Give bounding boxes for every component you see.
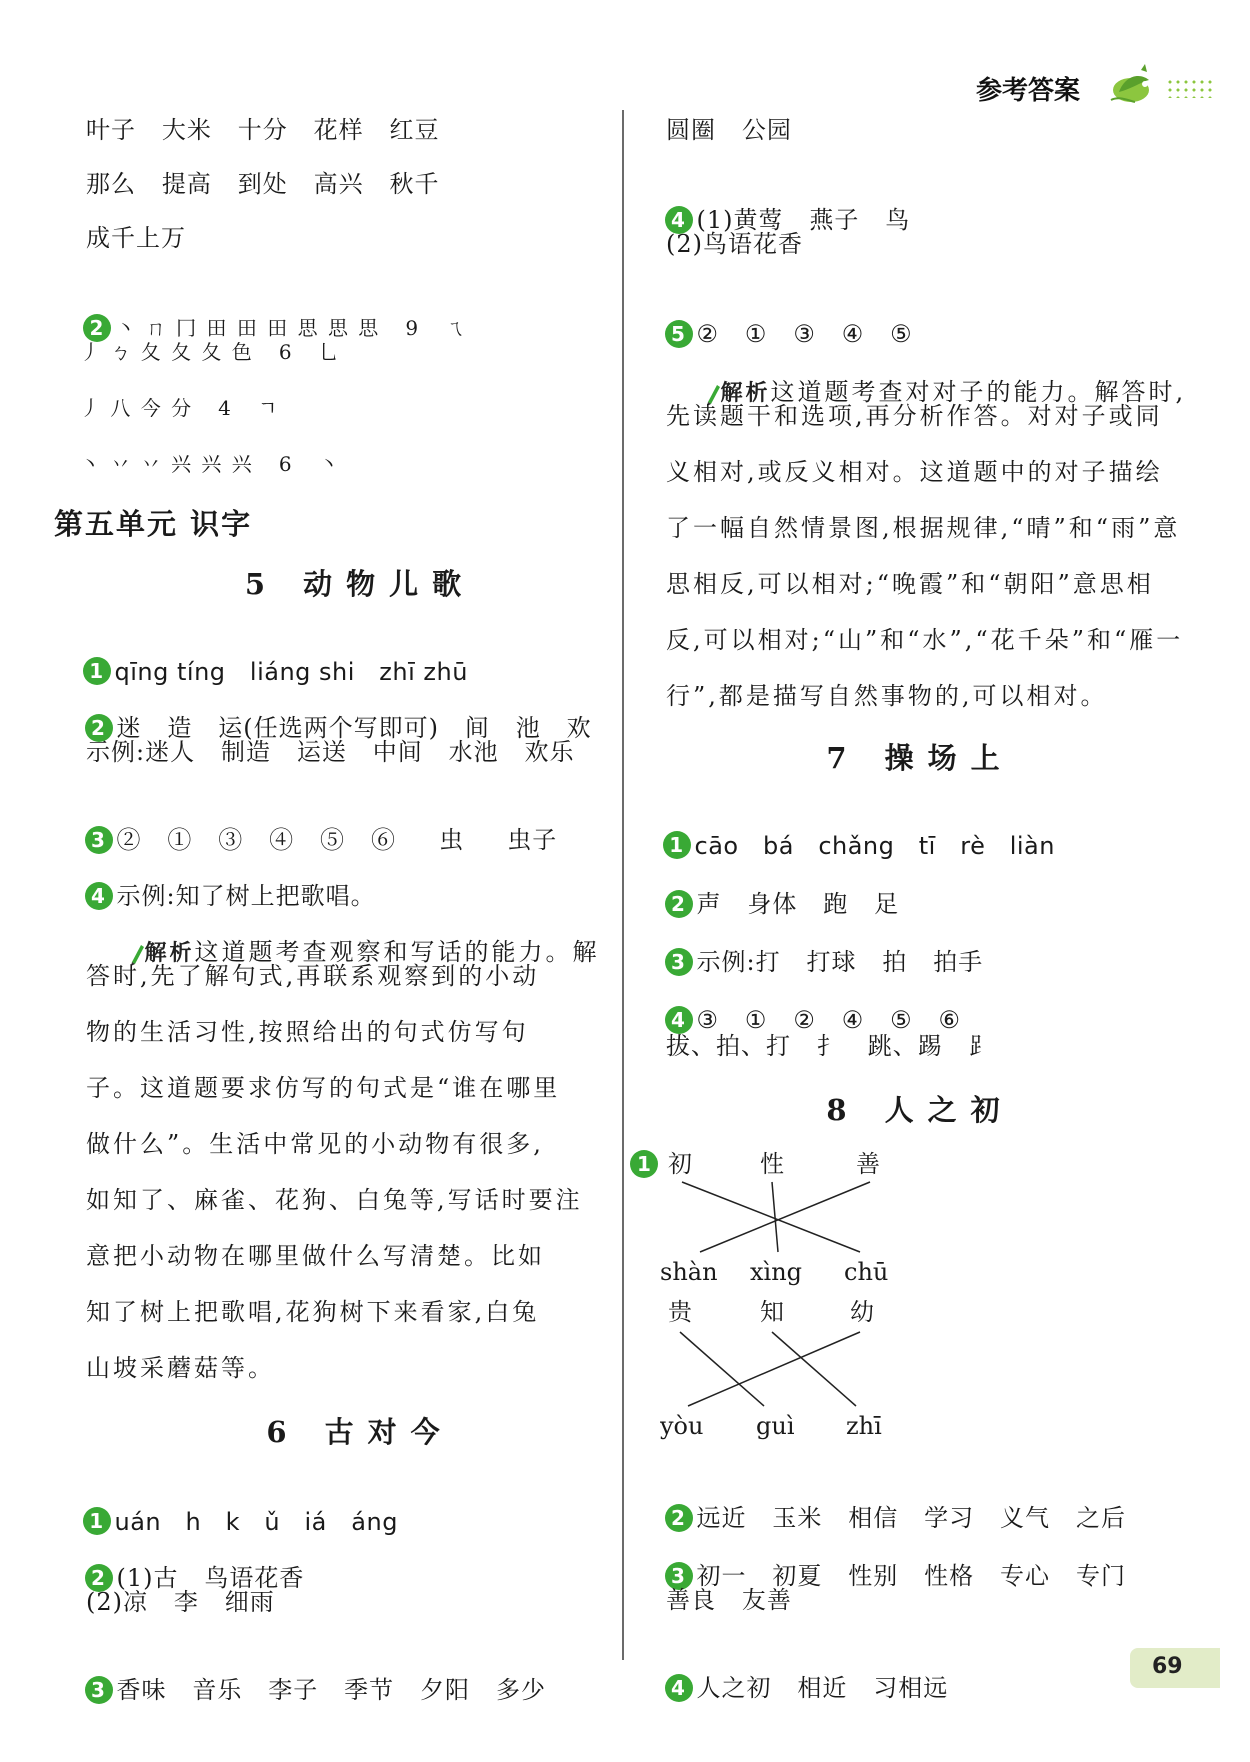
question-3 bbox=[50, 1642, 546, 1738]
lesson-number: 8 bbox=[826, 1093, 861, 1127]
answer-text: (2)鸟语花香 bbox=[666, 230, 803, 258]
analysis-line: 思相反,可以相对;“晚霞”和“朝阳”意思相 bbox=[666, 570, 1154, 598]
question-number-badge: 2 bbox=[83, 314, 111, 342]
analysis-tag: 解析 bbox=[144, 941, 195, 966]
match-top-1: 贵 bbox=[668, 1298, 692, 1326]
match-top-2: 知 bbox=[760, 1298, 784, 1326]
match-bottom-2: guì bbox=[756, 1412, 795, 1440]
lesson-title bbox=[770, 736, 1070, 777]
column-divider bbox=[622, 110, 624, 1660]
match-bottom-1: yòu bbox=[660, 1412, 704, 1440]
analysis-line: 行”,都是描写自然事物的,可以相对。 bbox=[666, 682, 1108, 710]
question-number-badge: 1 bbox=[630, 1150, 658, 1178]
analysis-line: 解析这道题考查对对子的能力。解答时, bbox=[662, 344, 1186, 442]
answer-text: 初一 初夏 性别 性格 专心 专门 bbox=[696, 1562, 1126, 1590]
analysis-line: 反,可以相对;“山”和“水”,“花千朵”和“雁一 bbox=[666, 626, 1184, 654]
analysis-line: 答时,先了解句式,再联系观察到的小动 bbox=[86, 962, 540, 990]
answer-line: 那么 提高 到处 高兴 秋千 bbox=[86, 170, 440, 198]
lesson-number: 5 bbox=[244, 567, 280, 601]
stroke-order-line: 丶 丷 丷 兴 兴 兴 6 丶 bbox=[80, 452, 341, 476]
leaf-sprout-icon bbox=[1105, 62, 1159, 110]
answer-text: (1)古 鸟语花香 bbox=[116, 1564, 305, 1592]
page-number-tab bbox=[1130, 1648, 1220, 1688]
answer-text: 远近 玉米 相信 学习 义气 之后 bbox=[696, 1504, 1126, 1532]
question-number-badge: 1 bbox=[83, 657, 111, 685]
answer-line: 圆圈 公园 bbox=[666, 116, 792, 144]
analysis-line: 物的生活习性,按照给出的句式仿写句 bbox=[86, 1018, 529, 1046]
analysis-line: 做什么”。生活中常见的小动物有很多, bbox=[86, 1130, 544, 1158]
match-line bbox=[688, 1332, 860, 1406]
answer-line: 成千上万 bbox=[86, 224, 186, 252]
lesson-name: 人之初 bbox=[884, 1093, 1014, 1127]
decorative-dots bbox=[1166, 78, 1212, 98]
answer-text: 声 身体 跑 足 bbox=[696, 890, 900, 918]
question-number-badge: 3 bbox=[85, 826, 113, 854]
question-number-badge: 2 bbox=[665, 1504, 693, 1532]
answer-text: ③ ① ② ④ ⑤ ⑥ bbox=[696, 1006, 962, 1034]
lesson-title bbox=[210, 562, 510, 603]
question-number-badge: 3 bbox=[665, 948, 693, 976]
analysis-line: 如知了、麻雀、花狗、白兔等,写话时要注 bbox=[86, 1186, 583, 1214]
match-bottom-3: chū bbox=[844, 1258, 889, 1286]
matching-diagram-2 bbox=[660, 1296, 900, 1446]
answer-text: 迷 造 运(任选两个写即可) 间 池 欢 bbox=[116, 714, 592, 742]
question-4 bbox=[630, 1640, 948, 1736]
answer-text: 拔、拍、打 扌 跳、踢 ⻊ bbox=[666, 1032, 994, 1060]
answer-text: 香味 音乐 李子 季节 夕阳 多少 bbox=[116, 1676, 546, 1704]
analysis-line: 知了树上把歌唱,花狗树下来看家,白兔 bbox=[86, 1298, 540, 1326]
question-number-badge: 3 bbox=[665, 1562, 693, 1590]
match-top-1: 初 bbox=[668, 1150, 692, 1178]
stroke-order-line: 丿 ㄅ 夂 夂 夂 色 6 乚 bbox=[80, 340, 341, 364]
unit-title: 第五单元 识字 bbox=[54, 507, 253, 541]
header-title: 参考答案 bbox=[976, 76, 1081, 106]
page-header bbox=[950, 62, 1230, 112]
answer-text: 示例:知了树上把歌唱。 bbox=[116, 882, 376, 910]
answer-text: 善良 友善 bbox=[666, 1586, 792, 1614]
question-number-badge: 4 bbox=[85, 882, 113, 910]
match-bottom-2: xìng bbox=[750, 1258, 803, 1286]
match-line bbox=[680, 1332, 764, 1406]
question-number-badge: 4 bbox=[665, 1674, 693, 1702]
analysis-line: 义相对,或反义相对。这道题中的对子描绘 bbox=[666, 458, 1163, 486]
match-line bbox=[682, 1182, 860, 1252]
question-number-badge: 2 bbox=[85, 714, 113, 742]
analysis-tag: 解析 bbox=[720, 381, 771, 406]
match-top-3: 幼 bbox=[850, 1298, 874, 1326]
lesson-title bbox=[770, 1088, 1070, 1129]
pinyin-answer: qīng tíng liáng shi zhī zhū bbox=[114, 658, 468, 686]
answer-text: ② ① ③ ④ ⑤ ⑥ 虫 虫子 bbox=[116, 826, 558, 854]
match-top-3: 善 bbox=[856, 1150, 880, 1178]
question-number-badge: 1 bbox=[663, 831, 691, 859]
question-number-badge: 2 bbox=[665, 890, 693, 918]
question-number-badge: 1 bbox=[83, 1507, 111, 1535]
question-number-badge: 2 bbox=[85, 1564, 113, 1592]
match-top-2: 性 bbox=[760, 1150, 784, 1178]
analysis-line: 子。这道题要求仿写的句式是“谁在哪里 bbox=[86, 1074, 561, 1102]
page-number: 69 bbox=[1152, 1654, 1183, 1679]
analysis-line: 解析这道题考查观察和写话的能力。解 bbox=[86, 904, 600, 1002]
answer-text: ② ① ③ ④ ⑤ bbox=[696, 320, 913, 348]
answer-text: 示例:打 打球 拍 拍手 bbox=[696, 948, 984, 976]
pinyin-answer: cāo bá chǎng tī rè liàn bbox=[694, 832, 1055, 860]
lesson-name: 古对今 bbox=[324, 1415, 454, 1449]
analysis-line: 了一幅自然情景图,根据规律,“晴”和“雨”意 bbox=[666, 514, 1181, 542]
analysis-line: 先读题干和选项,再分析作答。对对子或同 bbox=[666, 402, 1163, 430]
lesson-name: 动物儿歌 bbox=[303, 567, 476, 601]
answer-text: 人之初 相近 习相远 bbox=[696, 1674, 949, 1702]
match-line bbox=[700, 1182, 870, 1252]
analysis-line: 山坡采蘑菇等。 bbox=[86, 1354, 275, 1382]
answer-text: (2)凉 李 细雨 bbox=[86, 1588, 275, 1616]
question-number-badge: 5 bbox=[665, 320, 693, 348]
matching-diagram-1 bbox=[660, 1142, 900, 1292]
question-number-badge: 3 bbox=[85, 1676, 113, 1704]
analysis-line: 意把小动物在哪里做什么写清楚。比如 bbox=[86, 1242, 545, 1270]
stroke-order-line: 丿 八 今 分 4 ㄱ bbox=[80, 396, 280, 420]
lesson-title bbox=[210, 1410, 510, 1451]
question-number-badge: 4 bbox=[665, 1006, 693, 1034]
answer-line: 叶子 大米 十分 花样 红豆 bbox=[86, 116, 440, 144]
lesson-name: 操场上 bbox=[884, 741, 1014, 775]
stroke-order-line: 丶 ㄇ 冂 田 田 田 思 思 思 9 ㄟ bbox=[115, 316, 468, 340]
lesson-number: 6 bbox=[266, 1415, 301, 1449]
answer-example: 示例:迷人 制造 运送 中间 水池 欢乐 bbox=[86, 738, 575, 766]
match-line bbox=[772, 1332, 856, 1406]
answer-text: (1)黄莺 燕子 鸟 bbox=[696, 206, 911, 234]
question-number-badge: 4 bbox=[665, 206, 693, 234]
match-bottom-3: zhī bbox=[846, 1412, 882, 1440]
pinyin-answer: uán h k ǔ iá áng bbox=[114, 1508, 398, 1536]
lesson-number: 7 bbox=[826, 741, 861, 775]
match-bottom-1: shàn bbox=[660, 1258, 718, 1286]
